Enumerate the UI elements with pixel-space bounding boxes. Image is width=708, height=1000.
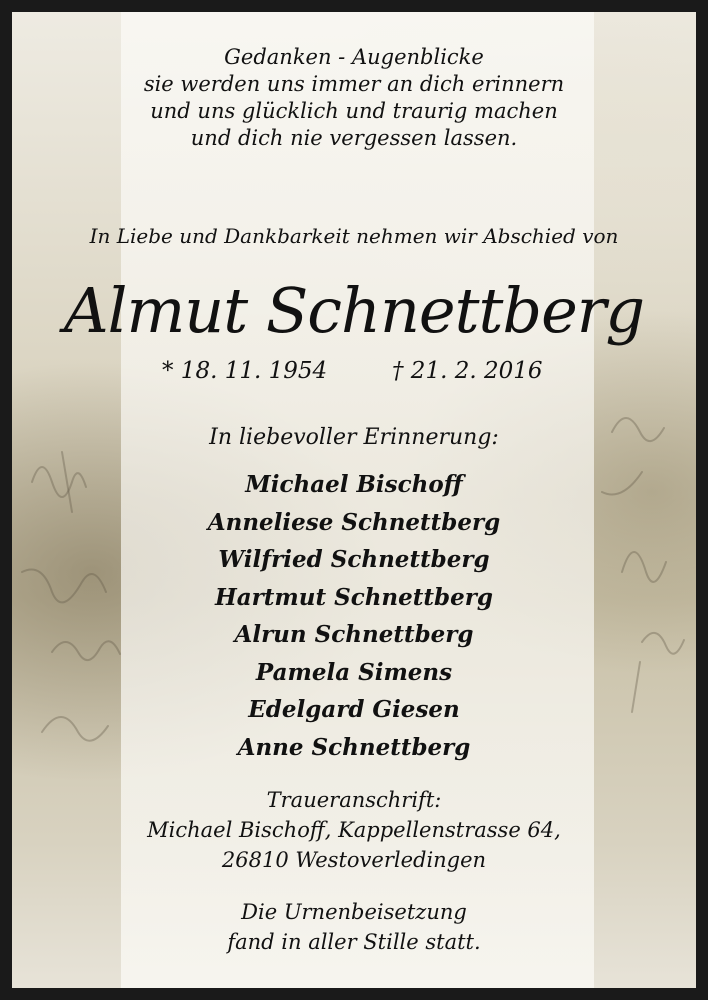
address-line: 26810 Westoverledingen <box>221 848 487 872</box>
mourner-name: Alrun Schnettberg <box>234 621 474 648</box>
mourner-name: Michael Bischoff <box>245 471 463 498</box>
address-label: Traueranschrift: <box>266 788 442 812</box>
obituary-content <box>12 12 696 988</box>
mourner-name: Pamela Simens <box>255 658 453 686</box>
burial-note: fand in aller Stille statt. <box>227 930 481 954</box>
mourner-name: Hartmut Schnettberg <box>215 583 493 611</box>
remembrance-label: In liebevoller Erinnerung: <box>209 425 499 450</box>
poem <box>12 44 696 152</box>
deceased-name: Almut Schnettberg <box>63 274 645 347</box>
poem-line: und dich nie vergessen lassen. <box>190 126 518 150</box>
mourner-name: Anne Schnettberg <box>237 733 471 761</box>
farewell-intro: In Liebe und Dankbarkeit nehmen wir Abschied von <box>89 224 619 248</box>
burial-note: Die Urnenbeisetzung <box>241 900 467 924</box>
mourner-list <box>12 466 696 766</box>
mourner-name: Wilfried Schnettberg <box>218 546 490 573</box>
handwriting-background <box>12 12 696 988</box>
mourner-name: Anneliese Schnettberg <box>207 508 501 536</box>
birth-date: * 18. 11. 1954 <box>162 358 328 384</box>
mourner-name: Edelgard Giesen <box>248 696 460 723</box>
poem-line: Gedanken - Augenblicke <box>224 45 484 69</box>
death-date: † 21. 2. 2016 <box>392 358 543 384</box>
poem-line: und uns glücklich und traurig machen <box>150 99 558 123</box>
address-line: Michael Bischoff, Kappellenstrasse 64, <box>147 818 561 842</box>
poem-line: sie werden uns immer an dich erinnern <box>143 72 565 96</box>
